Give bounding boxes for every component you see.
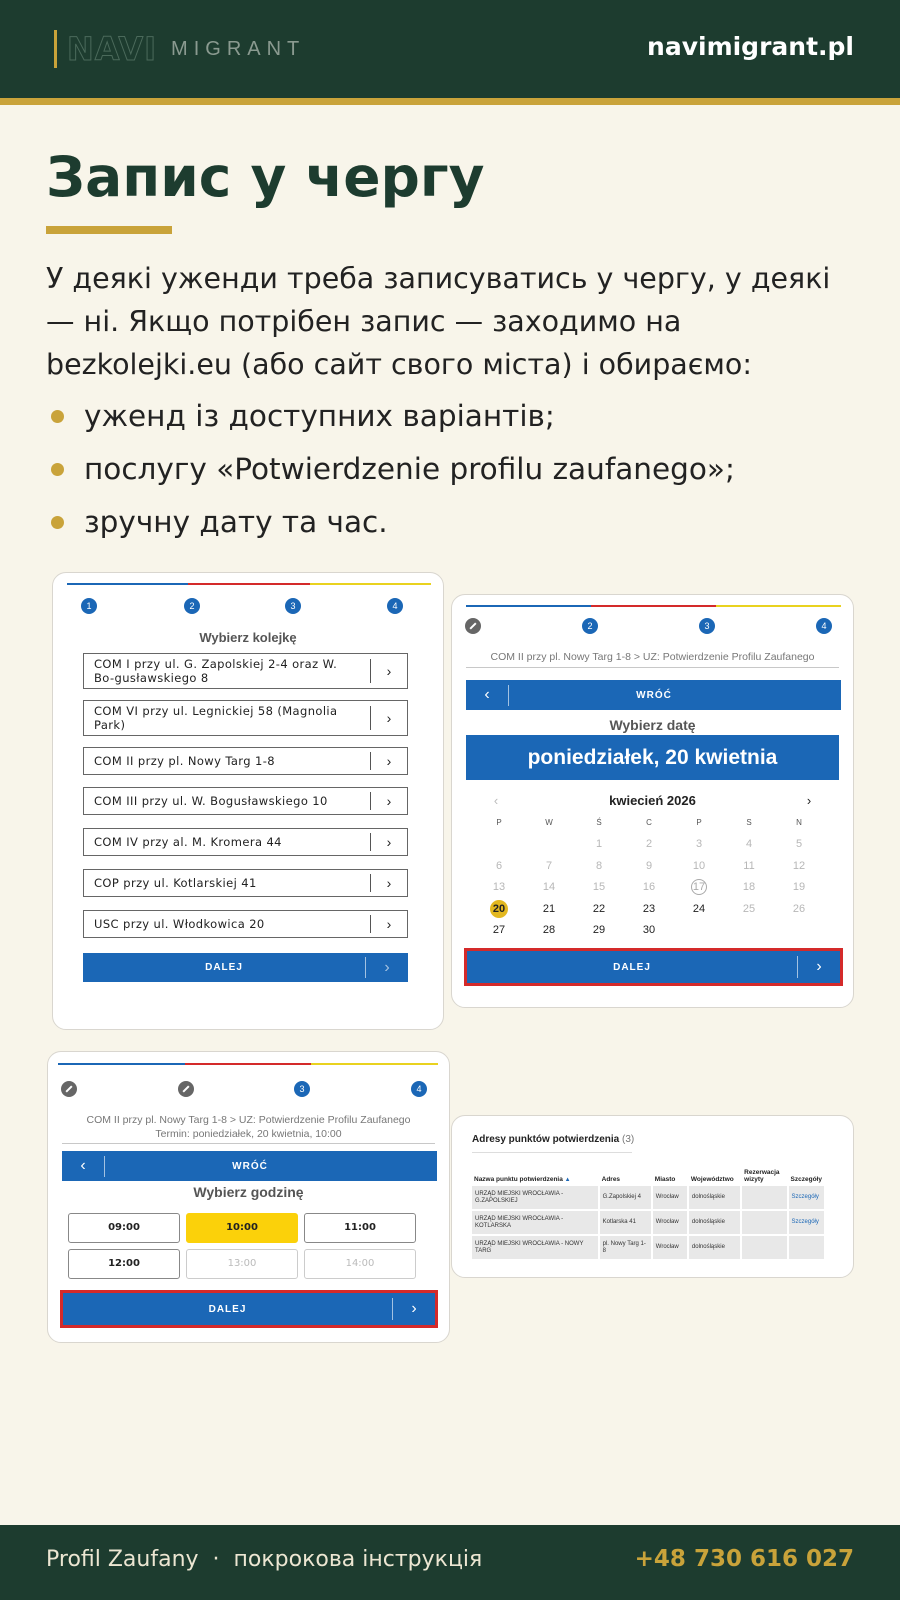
- office-option-label: COM II przy pl. Nowy Targ 1-8: [94, 754, 275, 768]
- list-item: [46, 448, 735, 501]
- calendar-day-number: 2: [645, 838, 653, 851]
- calendar-day-number: 10: [692, 859, 706, 872]
- office-option[interactable]: [83, 747, 408, 775]
- calendar-day: [724, 860, 774, 872]
- back-button-label: WRÓĆ: [636, 689, 672, 701]
- weekday-label: P: [696, 818, 702, 828]
- navimigrant-logo[interactable]: [54, 30, 305, 68]
- table-cell: [742, 1236, 786, 1259]
- logo-accent-bar: [54, 30, 57, 68]
- next-button-label: DALEJ: [208, 1303, 247, 1315]
- table-title: [472, 1134, 634, 1145]
- office-option[interactable]: [83, 653, 408, 689]
- column-header: Szczegóły: [790, 1176, 822, 1183]
- column-header: Adres: [601, 1176, 621, 1183]
- breadcrumb: COM II przy pl. Nowy Targ 1-8 > UZ: Potwierdzenie Profilu Zaufanego: [490, 651, 815, 663]
- details-link[interactable]: Szczegóły: [789, 1211, 824, 1234]
- time-slot-button[interactable]: 11:00: [304, 1213, 416, 1243]
- calendar-day-number: 8: [595, 859, 603, 872]
- chevron-right-icon: ›: [384, 958, 390, 976]
- footer-bar: [0, 1525, 900, 1600]
- calendar-day: [774, 838, 824, 850]
- calendar-day: [524, 860, 574, 872]
- step-1-done-icon: [465, 618, 481, 634]
- calendar-week-row: [474, 877, 824, 899]
- table-cell: dolnośląskie: [689, 1186, 740, 1209]
- list-item-text: послугу «Potwierdzenie profilu zaufanego»;: [84, 452, 735, 486]
- chevron-right-icon: ›: [386, 875, 392, 891]
- time-slot-button[interactable]: 09:00: [68, 1213, 180, 1243]
- next-button[interactable]: [83, 953, 408, 982]
- chevron-right-icon: ›: [386, 916, 392, 932]
- table-cell: [742, 1211, 786, 1234]
- table-cell: dolnośląskie: [689, 1236, 740, 1259]
- header-divider: [0, 98, 900, 105]
- calendar-day-number: 4: [745, 838, 753, 851]
- time-heading: Wybierz godzinę: [193, 1184, 304, 1200]
- calendar-week-row: [474, 855, 824, 877]
- calendar-day: [774, 860, 824, 872]
- bullet-icon: [51, 463, 64, 476]
- table-cell: [789, 1236, 824, 1259]
- calendar-day: [724, 838, 774, 850]
- office-option-label: COM III przy ul. W. Bogusławskiego 10: [94, 794, 328, 808]
- chevron-right-icon: ›: [386, 834, 392, 850]
- table-cell: Wrocław: [653, 1211, 687, 1234]
- calendar-day-number: 3: [695, 838, 703, 851]
- calendar-day-number: 16: [642, 881, 656, 894]
- progress-stripe: [67, 583, 431, 585]
- calendar-day: [524, 881, 574, 893]
- breadcrumb: COM II przy pl. Nowy Targ 1-8 > UZ: Potwierdzenie Profilu Zaufanego: [86, 1114, 411, 1126]
- chevron-right-icon: ›: [386, 753, 392, 769]
- office-option-label: COP przy ul. Kotlarskiej 41: [94, 876, 257, 890]
- calendar-day-number: 18: [742, 881, 756, 894]
- steps-list: [46, 395, 735, 554]
- bullet-icon: [51, 410, 64, 423]
- calendar-day-number: 12: [792, 859, 806, 872]
- list-item: [46, 395, 735, 448]
- column-header: Miasto: [654, 1176, 676, 1183]
- calendar-day-number: 14: [542, 881, 556, 894]
- weekday-label: Ś: [596, 818, 602, 828]
- calendar-week-row: [474, 920, 824, 942]
- back-button[interactable]: [466, 680, 841, 710]
- column-header[interactable]: [472, 1162, 598, 1184]
- site-url[interactable]: navimigrant.pl: [647, 32, 854, 61]
- column-header: Województwo: [690, 1176, 734, 1183]
- calendar-week-row: [474, 898, 824, 920]
- office-option-label: USC przy ul. Włodkowica 20: [94, 917, 265, 931]
- table-row: [472, 1186, 824, 1209]
- back-button[interactable]: [62, 1151, 437, 1181]
- table-cell: pl. Nowy Targ 1-8: [600, 1236, 651, 1259]
- calendar-day: [574, 838, 624, 850]
- weekday-label: P: [496, 818, 502, 828]
- addresses-table: [470, 1160, 826, 1261]
- calendar-day-number: 30: [642, 924, 656, 937]
- calendar-day: [724, 881, 774, 893]
- step-1-done-icon: [61, 1081, 77, 1097]
- table-cell: Wrocław: [653, 1236, 687, 1259]
- table-header-row: [472, 1162, 824, 1184]
- weekday-label: S: [746, 818, 752, 828]
- office-option[interactable]: [83, 869, 408, 897]
- step-2-indicator: 2: [184, 598, 200, 614]
- calendar-day[interactable]: [524, 924, 574, 936]
- step-2-done-icon: [178, 1081, 194, 1097]
- footer-phone[interactable]: +48 730 616 027: [634, 1546, 854, 1572]
- month-label: kwiecień 2026: [609, 792, 696, 808]
- calendar-day-number: 1: [595, 838, 603, 851]
- calendar-day-number: 26: [792, 902, 806, 915]
- table-cell: G.Zapolskiej 4: [600, 1186, 651, 1209]
- calendar-day[interactable]: [474, 900, 524, 918]
- progress-stripe: [466, 605, 841, 607]
- addresses-table-screenshot: [451, 1115, 854, 1278]
- office-selection-screenshot: [52, 572, 444, 1030]
- time-slot-grid: [68, 1213, 416, 1279]
- time-slot-button[interactable]: 10:00: [186, 1213, 298, 1243]
- page-title: Запис у чергу: [46, 145, 485, 209]
- calendar-day-number: 29: [592, 924, 606, 937]
- time-slot-button: 14:00: [304, 1249, 416, 1279]
- next-button[interactable]: [63, 1293, 435, 1325]
- breadcrumb-divider: [466, 667, 839, 668]
- next-month-button[interactable]: ›: [806, 792, 812, 808]
- calendar-day: [624, 860, 674, 872]
- table-cell: URZĄD MIEJSKI WROCŁAWIA - G.ZAPOLSKIEJ: [472, 1186, 598, 1209]
- calendar-day[interactable]: [674, 903, 724, 915]
- list-item-text: зручну дату та час.: [84, 505, 388, 539]
- back-button-label: WRÓĆ: [232, 1160, 268, 1172]
- step-4-indicator: 4: [387, 598, 403, 614]
- calendar-grid: [474, 812, 824, 941]
- table-count: (3): [622, 1134, 635, 1145]
- step-1-indicator: 1: [81, 598, 97, 614]
- calendar-day-number: 28: [542, 924, 556, 937]
- office-option-label: COM IV przy al. M. Kromera 44: [94, 835, 282, 849]
- progress-stripe: [58, 1063, 438, 1065]
- calendar-day: [674, 860, 724, 872]
- time-selection-screenshot: [47, 1051, 450, 1343]
- calendar-day-number: 24: [692, 902, 706, 915]
- table-cell: URZĄD MIEJSKI WROCŁAWIA - NOWY TARG: [472, 1236, 598, 1259]
- calendar-day: [674, 838, 724, 850]
- chevron-right-icon: ›: [411, 1300, 417, 1317]
- calendar-day[interactable]: [624, 924, 674, 936]
- weekday-label: N: [796, 818, 802, 828]
- step-4-indicator: 4: [816, 618, 832, 634]
- calendar-day: [774, 881, 824, 893]
- weekday-header-row: [474, 812, 824, 834]
- calendar-day-number: 7: [545, 859, 553, 872]
- time-slot-button: 13:00: [186, 1249, 298, 1279]
- calendar-day-number: 20: [490, 900, 508, 918]
- date-selection-screenshot: [451, 594, 854, 1008]
- office-option[interactable]: [83, 787, 408, 815]
- calendar-day-number: 19: [792, 881, 806, 894]
- selected-term: Termin: poniedziałek, 20 kwietnia, 10:00: [155, 1128, 342, 1140]
- date-heading: Wybierz datę: [609, 717, 696, 733]
- chevron-right-icon: ›: [386, 710, 392, 726]
- chevron-right-icon: ›: [386, 793, 392, 809]
- list-item-text: уженд із доступних варіантів;: [84, 399, 555, 433]
- table-row: [472, 1236, 824, 1259]
- step-2-indicator: 2: [582, 618, 598, 634]
- office-option[interactable]: [83, 828, 408, 856]
- office-option-label: COM I przy ul. G. Zapolskiej 2-4 oraz W. Bo-gusławskiego 8: [94, 657, 338, 685]
- step-3-indicator: 3: [285, 598, 301, 614]
- calendar-day: [574, 860, 624, 872]
- breadcrumb-divider: [62, 1143, 435, 1144]
- logo-navi-text: NAVI: [67, 30, 158, 68]
- title-divider: [472, 1152, 632, 1153]
- title-underline: [46, 226, 172, 234]
- table-cell: Kotlarska 41: [600, 1211, 651, 1234]
- time-slot-button[interactable]: 12:00: [68, 1249, 180, 1279]
- calendar-day[interactable]: [624, 903, 674, 915]
- weekday-label: C: [646, 818, 652, 828]
- calendar-day-number: 15: [592, 881, 606, 894]
- calendar-day-number: 11: [743, 859, 755, 872]
- office-option[interactable]: [83, 910, 408, 938]
- calendar-day-number: 6: [495, 859, 503, 872]
- calendar-day-number: 22: [592, 902, 606, 915]
- calendar-day: [774, 903, 824, 915]
- calendar-day: [624, 838, 674, 850]
- next-button-label: DALEJ: [613, 961, 651, 973]
- table-body: [472, 1186, 824, 1259]
- calendar-day: [674, 879, 724, 895]
- calendar-day[interactable]: [524, 903, 574, 915]
- calendar-day-number: 17: [692, 881, 706, 894]
- calendar-day-number: 21: [542, 902, 556, 915]
- calendar-day[interactable]: [574, 924, 624, 936]
- calendar-day: [624, 881, 674, 893]
- calendar-day-number: 5: [795, 838, 803, 851]
- chevron-right-icon: ›: [816, 958, 822, 975]
- table-cell: URZĄD MIEJSKI WROCŁAWIA - KOTLARSKA: [472, 1211, 598, 1234]
- logo-migrant-text: MIGRANT: [171, 37, 306, 60]
- calendar-day: [574, 881, 624, 893]
- calendar-day-number: 9: [645, 859, 653, 872]
- table-cell: dolnośląskie: [689, 1211, 740, 1234]
- calendar-day: [474, 881, 524, 893]
- step-3-indicator: 3: [699, 618, 715, 634]
- chevron-left-icon: ‹: [80, 1157, 86, 1174]
- footer-caption: Profil Zaufany · покрокова інструкція: [46, 1547, 483, 1572]
- table-row: [472, 1211, 824, 1234]
- next-button-label: DALEJ: [205, 962, 243, 973]
- intro-paragraph: У деякі уженди треба записуватись у чергу, у деякі — ні. Якщо потрібен запис — заходимо на bezkolejki.eu (або сайт свого міста) і обираємо:: [46, 262, 831, 381]
- prev-month-button[interactable]: ‹: [493, 792, 499, 808]
- calendar-day[interactable]: [474, 924, 524, 936]
- calendar-day: [724, 903, 774, 915]
- table-cell: [742, 1186, 786, 1209]
- table-cell: Wrocław: [653, 1186, 687, 1209]
- office-option[interactable]: [83, 700, 408, 736]
- column-header-label: Nazwa punktu potwierdzenia: [474, 1176, 563, 1183]
- weekday-label: W: [545, 818, 553, 828]
- header-bar: [0, 0, 900, 98]
- details-link[interactable]: Szczegóły: [789, 1186, 824, 1209]
- step-4-indicator: 4: [411, 1081, 427, 1097]
- office-option-label: COM VI przy ul. Legnickiej 58 (Magnolia Park): [94, 704, 338, 732]
- next-button[interactable]: [467, 951, 840, 983]
- chevron-left-icon: ‹: [484, 686, 490, 703]
- table-title-text: Adresy punktów potwierdzenia: [472, 1134, 620, 1145]
- list-item: [46, 501, 735, 554]
- chevron-right-icon: ›: [386, 663, 392, 679]
- month-navigation: [466, 790, 839, 810]
- calendar-day-number: 23: [642, 902, 656, 915]
- calendar-day[interactable]: [574, 903, 624, 915]
- selected-date-banner: poniedziałek, 20 kwietnia: [466, 735, 839, 780]
- calendar-week-row: [474, 834, 824, 856]
- calendar-day-number: 13: [492, 881, 506, 894]
- office-heading: Wybierz kolejkę: [199, 630, 297, 645]
- step-3-indicator: 3: [294, 1081, 310, 1097]
- calendar-day-number: 27: [492, 924, 506, 937]
- calendar-day: [474, 860, 524, 872]
- calendar-day-number: 25: [742, 902, 756, 915]
- column-header: Rezerwacja wizyty: [744, 1169, 780, 1183]
- sort-asc-icon: ▲: [564, 1177, 571, 1183]
- bullet-icon: [51, 516, 64, 529]
